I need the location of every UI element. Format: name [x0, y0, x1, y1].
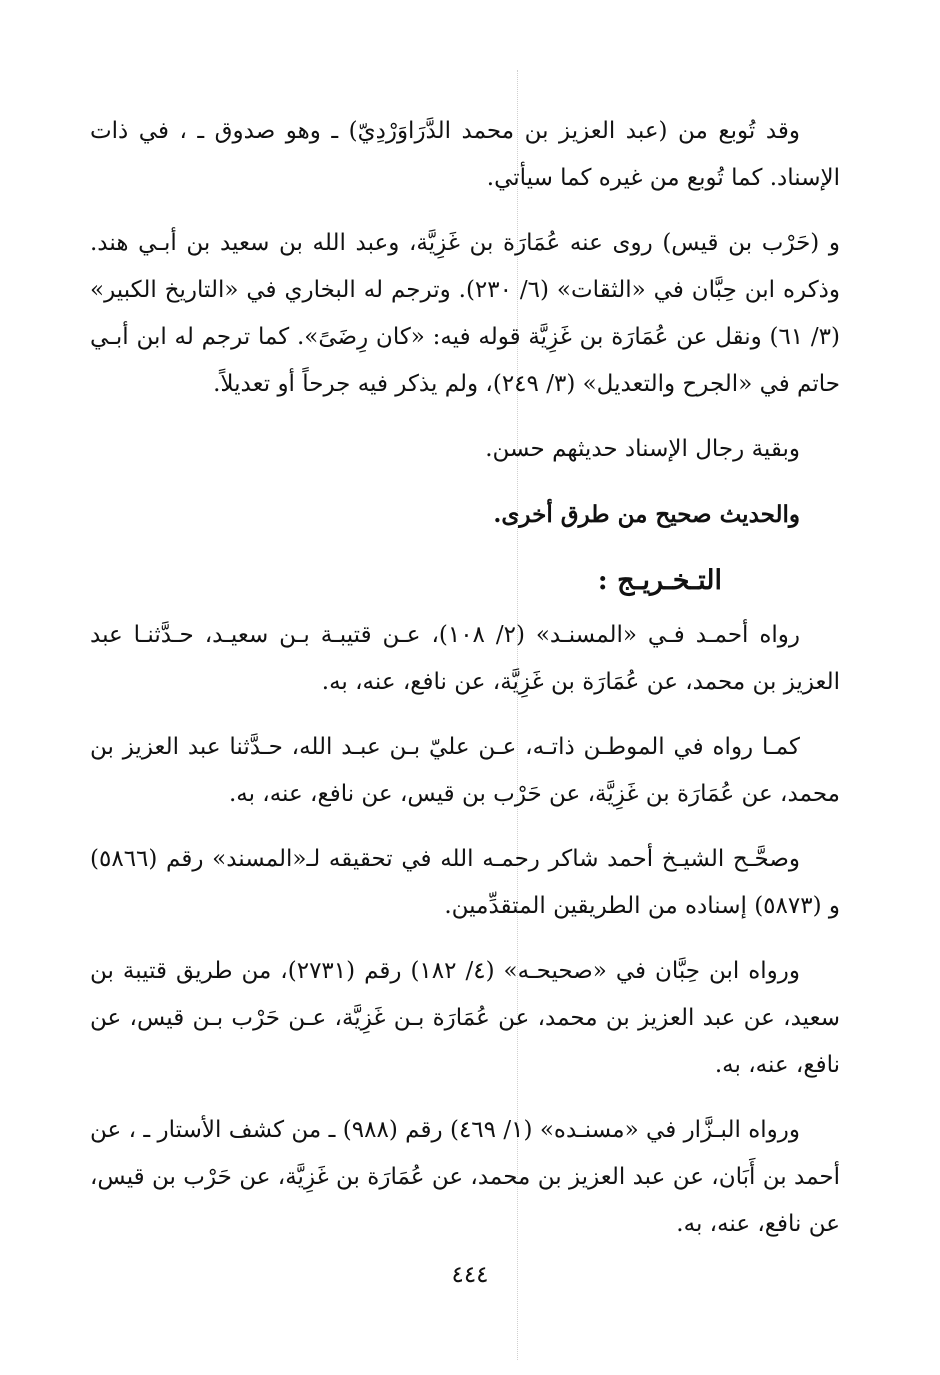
takhrij-ahmad-second: كمـا رواه في الموطـن ذاتـه، عـن عليّ بـن عبـد الله، حـدَّثنا عبد العزيز بن محمد، عن عُمَارَة بن غَزِيَّة، عن حَرْب بن قيس، عن نافع، عنه، به. [90, 734, 840, 807]
paragraph-rijal: وبقية رجال الإسناد حديثهم حسن. [485, 436, 800, 462]
takhrij-bazzar: ورواه البـزَّار في «مسنـده» (١/ ٤٦٩) رقم (٩٨٨) ـ من كشف الأستار ـ ، عن أحمد بن أَبَان، عن عبد العزيز بن محمد، عن عُمَارَة بن غَزِيَّة، عن حَرْب بن قيس، عن نافع، عنه، به. [90, 1117, 840, 1237]
takhrij-shakir: وصحَّـح الشيـخ أحمد شاكر رحمـه الله في تحقيقه لـ«المسند» رقم (٥٨٦٦) و (٥٨٧٣) إسناده من الطريقين المتقدِّمين. [90, 846, 840, 919]
paragraph-hukm: والحديث صحيح من طرق أخرى. [493, 501, 800, 528]
page-content [90, 108, 840, 1266]
section-heading-takhrij: التـخـريـج : [597, 565, 722, 596]
page-number: ٤٤٤ [451, 1262, 489, 1288]
paragraph-mutabaa: وقد تُوبع من (عبد العزيز بن محمد الدَّرَاوَرْدِيّ) ـ وهو صدوق ـ ، في ذات الإسناد. كما تُوبع من غيره كما سيأتي. [90, 118, 840, 191]
paragraph-harb-ibn-qays: و (حَرْب بن قيس) روى عنه عُمَارَة بن غَزِيَّة، وعبد الله بن سعيد بن أبـي هند. وذكره ابن حِبَّان في «الثقات» (٦/ ٢٣٠). وترجم له البخاري في «التاريخ الكبير» (٣/ ٦١) ونقل عن عُمَارَة بن غَزِيَّة قوله فيه: «كان رِضَىً». كما ترجم له ابن أبـي حاتم في «الجرح والتعديل» (٣/ ٢٤٩)، ولم يذكر فيه جرحاً أو تعديلاً. [90, 230, 841, 397]
takhrij-ibn-hibban: ورواه ابن حِبَّان في «صحيحـه» (٤/ ١٨٢) رقم (٢٧٣١)، من طريق قتيبة بن سعيد، عن عبد العزيز بن محمد، عن عُمَارَة بـن غَزِيَّة، عـن حَرْب بـن قيس، عن نافع، عنه، به. [90, 958, 840, 1078]
takhrij-ahmad: رواه أحمـد فـي «المسنـد» (٢/ ١٠٨)، عـن قتيبـة بـن سعيـد، حـدَّثنـا عبد العزيز بن محمد، عن عُمَارَة بن غَزِيَّة، عن نافع، عنه، به. [90, 622, 840, 695]
